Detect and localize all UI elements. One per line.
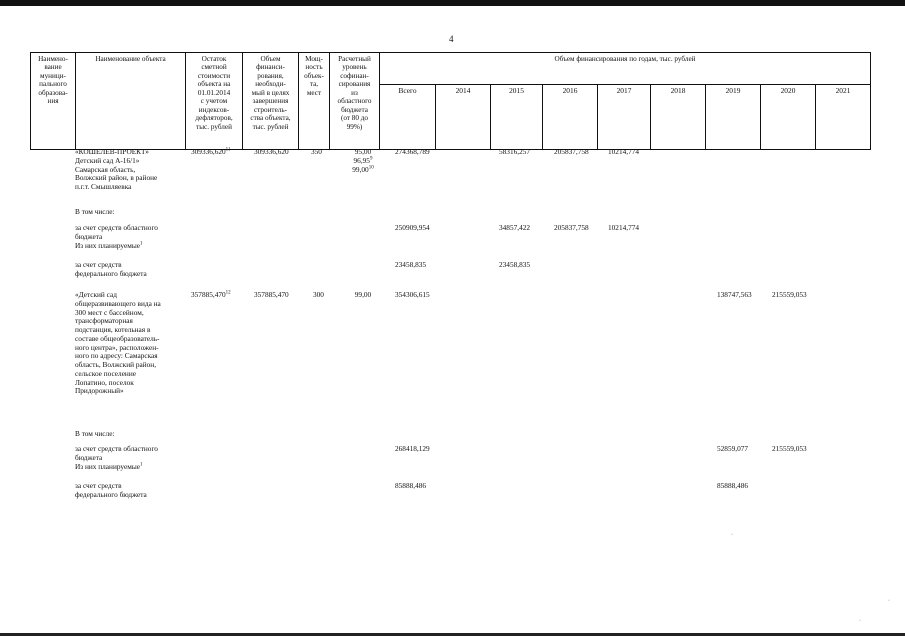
header-capacity: Мощ- ность объек- та, мест <box>299 53 330 150</box>
header-year-2019: 2019 <box>706 84 761 149</box>
object-capacity: 300 <box>313 290 324 299</box>
federal-budget-label: за счет средств федерального бюджета <box>75 260 147 278</box>
header-year-2018: 2018 <box>651 84 706 149</box>
object-2020: 215559,053 <box>772 290 807 299</box>
object-cofinancing-level: 95,00 96,95$^9$ 99,00$^{10}$ <box>352 147 374 174</box>
table-body <box>30 148 875 518</box>
regional-total: 268418,129 <box>395 444 430 453</box>
object-2017: 10214,774 <box>608 147 640 156</box>
object-funding-volume: 357885,470 <box>254 290 289 299</box>
object-remaining-cost: 309336,620$^{11}$ <box>191 147 231 156</box>
regional-2015: 34857,422 <box>499 223 531 232</box>
regional-2017: 10214,774 <box>608 223 640 232</box>
federal-budget-label: за счет средств федерального бюджета <box>75 481 147 499</box>
header-remaining-cost: Остаток сметной стоимости объекта на 01.01.2014 с учетом индексов- дефляторов, тыс. рублей <box>186 53 243 150</box>
including-label: В том числе: <box>75 207 115 216</box>
header-object-name: Наименование объекта <box>76 53 186 150</box>
object-remaining-cost: 357885,470$^{12}$ <box>191 290 231 299</box>
header-total: Всего <box>380 84 436 149</box>
scan-bottom-edge <box>0 633 905 636</box>
object-funding-volume: 309336,620 <box>254 147 289 156</box>
regional-budget-label: за счет средств областного бюджета Из них планируемые$^1$ <box>75 444 158 471</box>
header-year-2021: 2021 <box>816 84 871 149</box>
object-2015: 58316,257 <box>499 147 531 156</box>
header-year-2016: 2016 <box>543 84 598 149</box>
federal-2015: 23458,835 <box>499 260 531 269</box>
header-year-2020: 2020 <box>761 84 816 149</box>
regional-budget-label: за счет средств областного бюджета Из них планируемые$^1$ <box>75 223 158 250</box>
regional-2019: 52859,077 <box>717 444 749 453</box>
federal-2019: 85888,486 <box>717 481 749 490</box>
regional-2016: 205837,758 <box>554 223 589 232</box>
object-2019: 138747,563 <box>717 290 752 299</box>
header-table <box>30 52 871 150</box>
scan-speck: · <box>859 618 861 624</box>
regional-total: 250909,954 <box>395 223 430 232</box>
header-year-2015: 2015 <box>491 84 543 149</box>
object-capacity: 350 <box>311 147 322 156</box>
object-2016: 205837,758 <box>554 147 589 156</box>
object-name-koshelev: «КОШЕЛЕВ-ПРОЕКТ» Детский сад А-16/1» Самарская область, Волжский район, в районе п.г.т. Смышляевка <box>75 147 158 191</box>
scan-top-edge <box>0 0 905 6</box>
header-cofinancing-level: Расчетный уровень софинан- сирования из областного бюджета (от 80 до 99%) <box>330 53 380 150</box>
object-total: 354306,615 <box>395 290 430 299</box>
scan-speck: · <box>888 598 890 604</box>
header-municipality: Наимено- вание муници- пального образова- ния <box>31 53 76 150</box>
header-funding-by-years: Объем финансирования по годам, тыс. рублей <box>380 53 871 85</box>
header-year-2014: 2014 <box>436 84 491 149</box>
object-cofinancing-level: 99,00 <box>354 290 372 299</box>
header-year-2017: 2017 <box>598 84 651 149</box>
page-number: 4 <box>449 34 454 44</box>
including-label: В том числе: <box>75 429 115 438</box>
federal-total: 85888,486 <box>395 481 427 490</box>
header-funding-volume: Объем финанси- рования, необходи- мый в целях завершения строитель- ства объекта, тыс. рублей <box>243 53 299 150</box>
scan-speck: · <box>731 532 733 538</box>
object-name-lopatino: «Детский сад общеразвивающего вида на 300 мест с бассейном, трансформаторная подстанция, котельная в составе общеобразователь- ного центра», расположен- ного по адресу: Самарская область, Волжский район, сельское поселение Лопатино, поселок Придорожный» <box>75 290 161 396</box>
object-total: 274368,789 <box>395 147 430 156</box>
regional-2020: 215559,053 <box>772 444 807 453</box>
federal-total: 23458,835 <box>395 260 427 269</box>
